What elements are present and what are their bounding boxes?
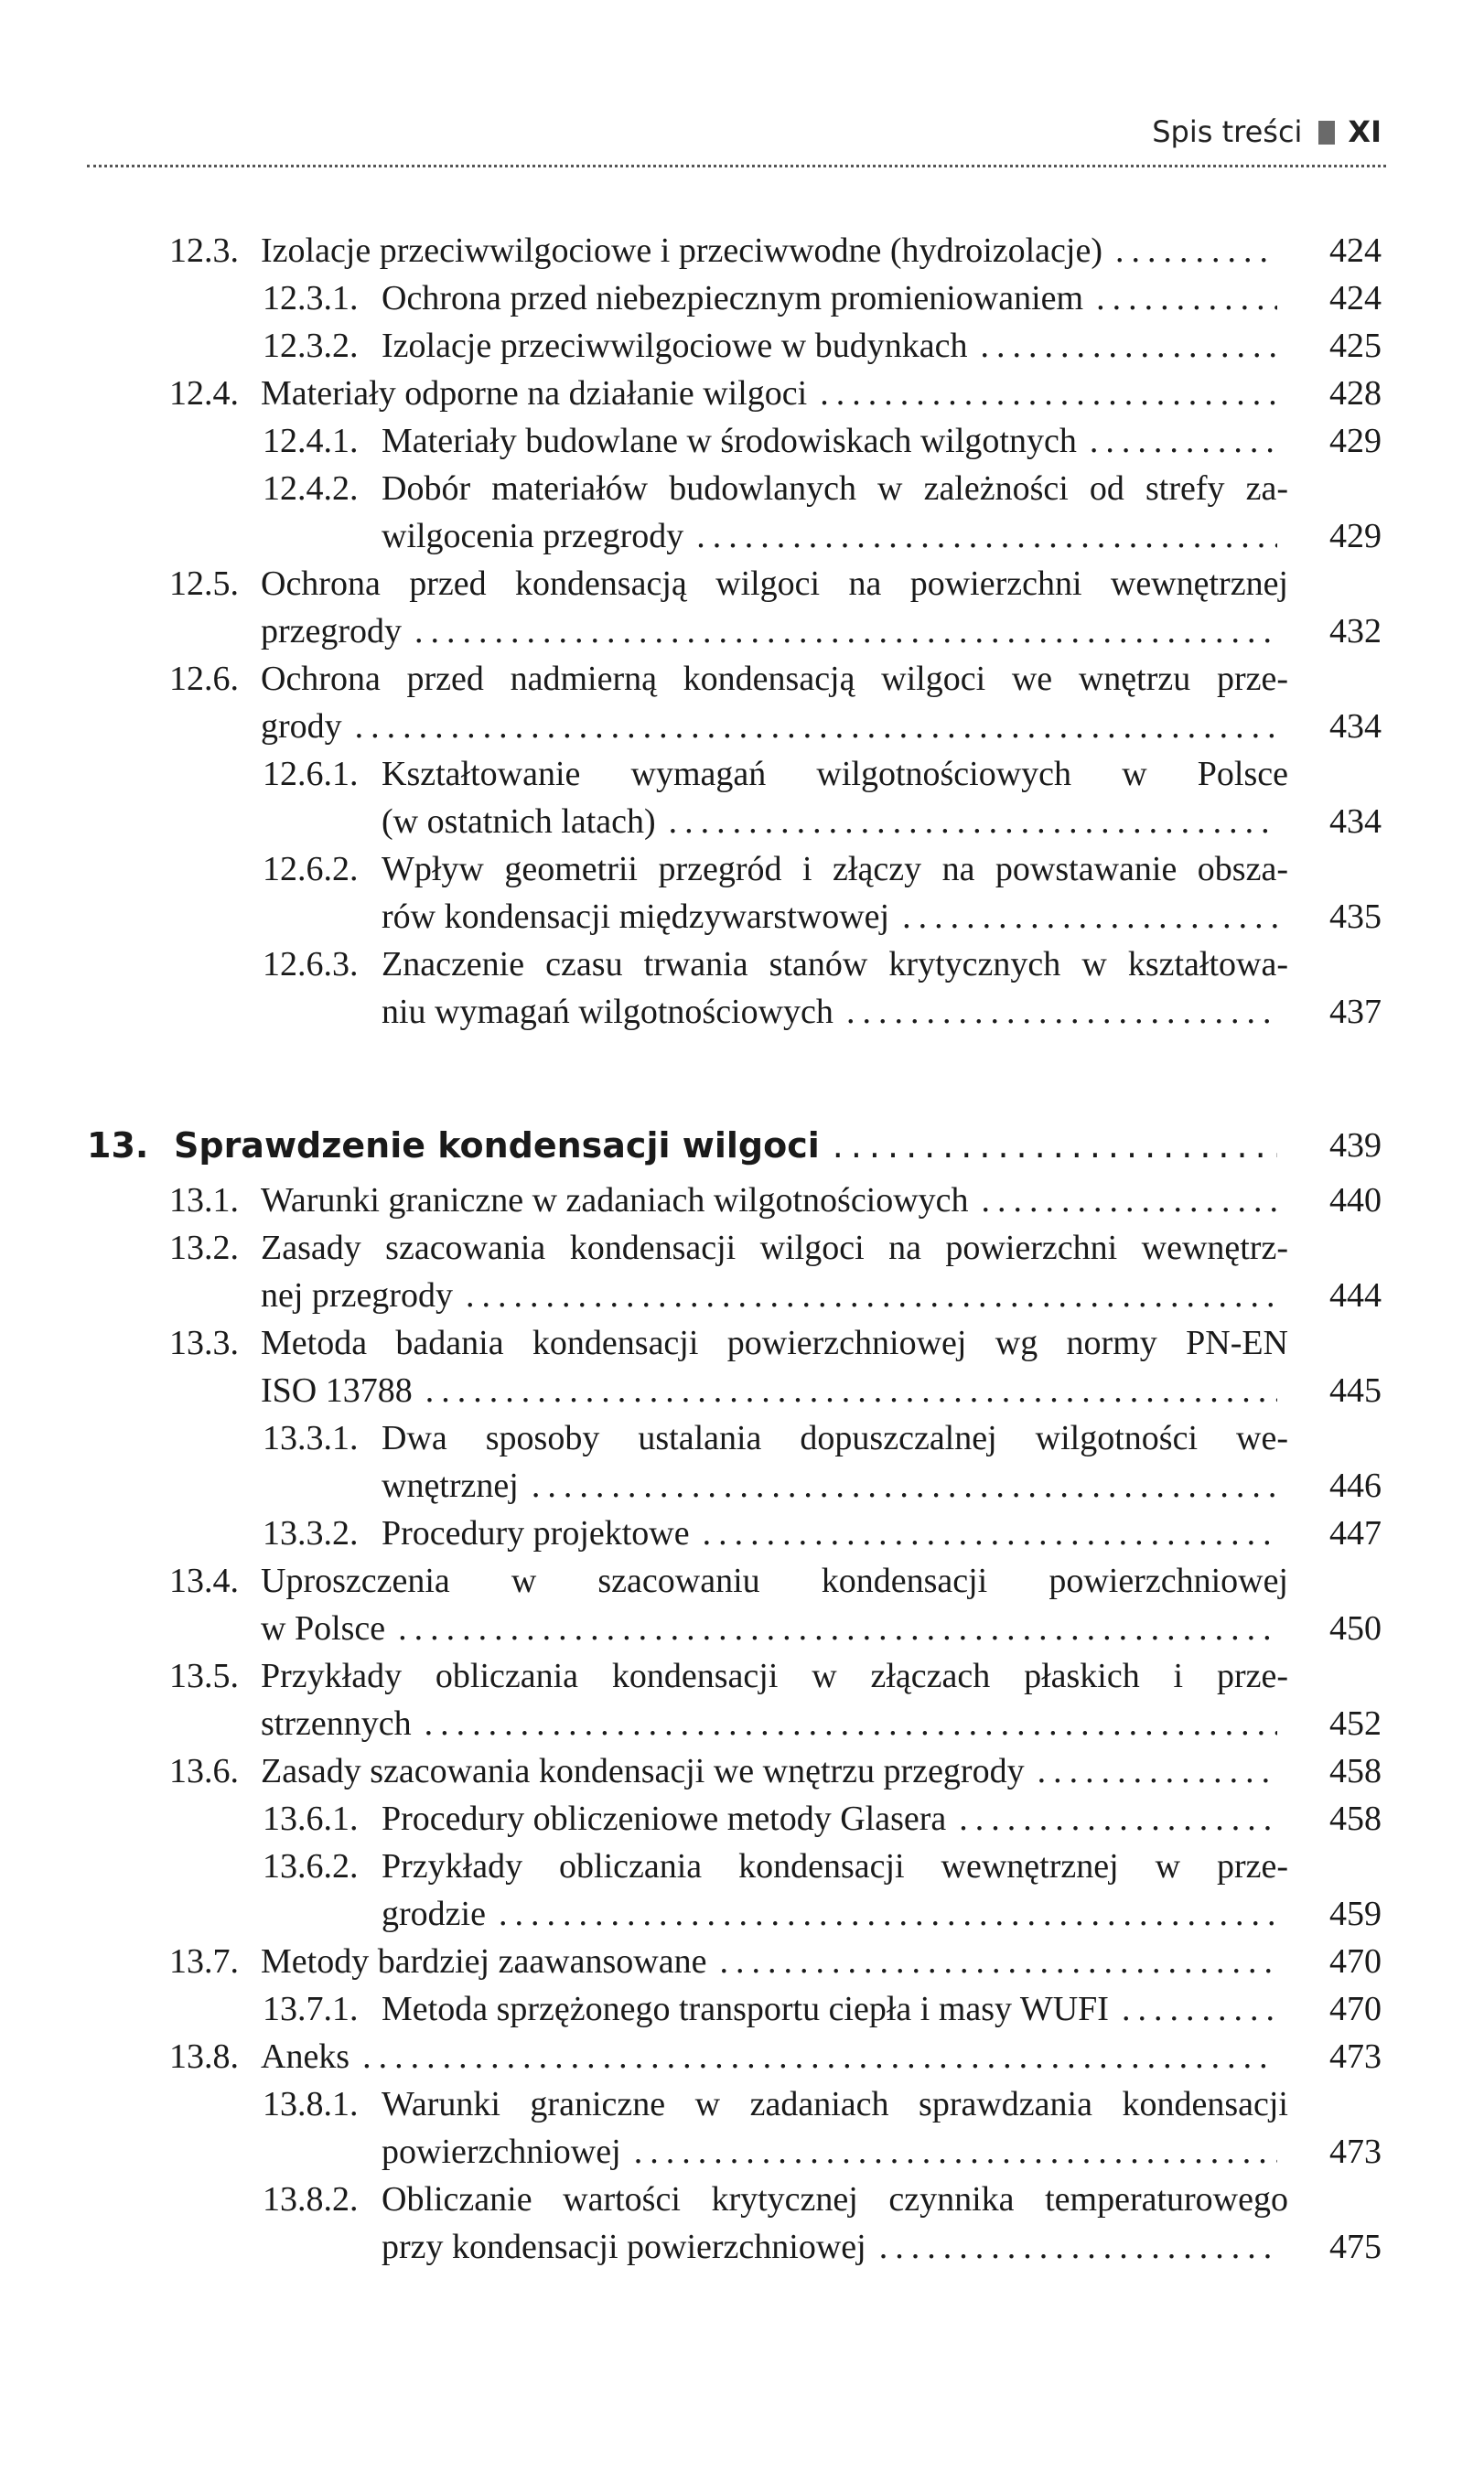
dot-leader bbox=[696, 512, 1277, 560]
toc-entry-page-number: 429 bbox=[1329, 517, 1382, 555]
toc-entry[interactable] bbox=[0, 2033, 1484, 2080]
toc-entry-page-number: 473 bbox=[1329, 2037, 1382, 2076]
toc-entry-number: 12.6.2. bbox=[263, 850, 359, 888]
toc-entry-title-text: (w ostatnich latach) bbox=[382, 802, 656, 841]
toc-entry-page-number: 475 bbox=[1329, 2228, 1382, 2266]
dot-leader bbox=[879, 2223, 1277, 2271]
toc-entry[interactable] bbox=[0, 655, 1484, 750]
toc-entry-title-text: wnętrznej bbox=[382, 1467, 519, 1505]
toc-entry-page-number: 452 bbox=[1329, 1704, 1382, 1743]
dot-leader bbox=[669, 798, 1277, 845]
toc-entry-number: 12.6.3. bbox=[263, 945, 359, 983]
toc-entry-title-line bbox=[382, 2128, 1288, 2176]
dot-leader bbox=[425, 1367, 1277, 1414]
dot-leader bbox=[703, 1510, 1277, 1557]
header-page-number: XI bbox=[1348, 114, 1382, 149]
toc-entry-title-line bbox=[174, 1122, 1288, 1169]
toc-entry-title-text: Procedury projektowe bbox=[382, 1514, 690, 1553]
toc-entry-number: 13.5. bbox=[169, 1657, 239, 1695]
dot-leader bbox=[414, 607, 1277, 655]
toc-entry[interactable] bbox=[0, 370, 1484, 417]
toc-entry-number: 13.3. bbox=[169, 1324, 239, 1362]
toc-entry-number: 12.4. bbox=[169, 374, 239, 413]
dot-leader bbox=[959, 1795, 1277, 1843]
toc-entry-title-line: Uproszczenia w szacowaniu kondensacji powierzchniowej bbox=[261, 1562, 1288, 1600]
toc-entry-page-number: 440 bbox=[1329, 1181, 1382, 1220]
dot-leader bbox=[1115, 227, 1277, 274]
toc-entry-title-line bbox=[382, 274, 1288, 322]
toc-entry-title-line bbox=[261, 1605, 1288, 1652]
dot-leader bbox=[719, 1938, 1277, 1985]
dot-leader bbox=[466, 1272, 1277, 1319]
toc-entry-page-number: 424 bbox=[1329, 279, 1382, 317]
toc-entry-page-number: 428 bbox=[1329, 374, 1382, 413]
toc-entry-title-text: ISO 13788 bbox=[261, 1371, 413, 1410]
toc-entry-number: 13.2. bbox=[169, 1229, 239, 1267]
toc-entry[interactable] bbox=[0, 1414, 1484, 1510]
dot-leader bbox=[634, 2128, 1277, 2176]
toc-entry-title-text: Materiały odporne na działanie wilgoci bbox=[261, 374, 808, 413]
toc-entry-title-text: strzennych bbox=[261, 1704, 412, 1743]
toc-entry-title-line: Przykłady obliczania kondensacji w złączach płaskich i prze- bbox=[261, 1657, 1288, 1695]
toc-entry-title-line: Ochrona przed nadmierną kondensacją wilgoci we wnętrzu prze- bbox=[261, 660, 1288, 698]
toc-entry-page-number: 424 bbox=[1329, 231, 1382, 270]
toc-entry-page-number: 425 bbox=[1329, 327, 1382, 365]
toc-entry-title-line bbox=[382, 417, 1288, 465]
toc-entry-title-line bbox=[382, 798, 1288, 845]
dot-leader bbox=[902, 893, 1277, 940]
dot-leader bbox=[499, 1890, 1277, 1938]
toc-entry-title-text: niu wymagań wilgotnościowych bbox=[382, 993, 833, 1031]
toc-entry-title-line: Warunki graniczne w zadaniach sprawdzania kondensacji bbox=[382, 2085, 1288, 2123]
toc-entry-page-number: 439 bbox=[1329, 1126, 1382, 1165]
toc-entry-title-line: Metoda badania kondensacji powierzchniowej wg normy PN-EN bbox=[261, 1324, 1288, 1362]
toc-entry-title-text: powierzchniowej bbox=[382, 2133, 621, 2171]
toc-entry[interactable] bbox=[0, 1319, 1484, 1414]
dot-leader bbox=[1038, 1747, 1277, 1795]
toc-entry[interactable] bbox=[0, 1985, 1484, 2033]
toc-entry-title-line bbox=[261, 1367, 1288, 1414]
toc-entry[interactable] bbox=[0, 845, 1484, 940]
toc-entry-page-number: 458 bbox=[1329, 1800, 1382, 1838]
dot-leader bbox=[355, 703, 1277, 750]
toc-entry-number: 12.6.1. bbox=[263, 755, 359, 793]
toc-entry-title-text: w Polsce bbox=[261, 1609, 386, 1648]
toc-entry[interactable] bbox=[0, 1938, 1484, 1985]
toc-entry-title-text: grodzie bbox=[382, 1895, 486, 1933]
toc-entry-title-line bbox=[382, 2223, 1288, 2271]
toc-entry-title-line bbox=[382, 1462, 1288, 1510]
toc-entry-page-number: 450 bbox=[1329, 1609, 1382, 1648]
toc-entry-number: 12.3.2. bbox=[263, 327, 359, 365]
toc-entry-page-number: 434 bbox=[1329, 707, 1382, 746]
toc-entry-title-line bbox=[261, 1700, 1288, 1747]
toc-entry-number: 12.3. bbox=[169, 231, 239, 270]
toc-entry-title-text: Warunki graniczne w zadaniach wilgotnościowych bbox=[261, 1181, 969, 1220]
toc-entry[interactable] bbox=[0, 560, 1484, 655]
toc-entry-title-line: Dwa sposoby ustalania dopuszczalnej wilgotności we- bbox=[382, 1419, 1288, 1457]
toc-entry[interactable] bbox=[0, 274, 1484, 322]
toc-entry[interactable] bbox=[0, 322, 1484, 370]
dot-leader bbox=[425, 1700, 1277, 1747]
toc-entry-title-text: Procedury obliczeniowe metody Glasera bbox=[382, 1800, 947, 1838]
toc-entry-title-line bbox=[382, 512, 1288, 560]
toc-entry-title-line bbox=[382, 1890, 1288, 1938]
toc-entry[interactable] bbox=[0, 1652, 1484, 1747]
toc-entry-number: 13.4. bbox=[169, 1562, 239, 1600]
toc-entry-number: 13.6.1. bbox=[263, 1800, 359, 1838]
dot-leader bbox=[1096, 274, 1277, 322]
toc-entry-page-number: 459 bbox=[1329, 1895, 1382, 1933]
dot-leader bbox=[398, 1605, 1277, 1652]
toc-entry-number: 12.4.1. bbox=[263, 422, 359, 460]
toc-entry-title-text: Izolacje przeciwwilgociowe w budynkach bbox=[382, 327, 968, 365]
toc-entry-page-number: 444 bbox=[1329, 1276, 1382, 1315]
dot-leader bbox=[820, 370, 1277, 417]
toc-entry-page-number: 437 bbox=[1329, 993, 1382, 1031]
toc-entry-page-number: 432 bbox=[1329, 612, 1382, 650]
toc-entry-number: 13.8.2. bbox=[263, 2180, 359, 2219]
toc-entry-title-line bbox=[261, 1747, 1288, 1795]
toc-entry-title-line bbox=[261, 227, 1288, 274]
toc-entry-number: 12.5. bbox=[169, 564, 239, 603]
toc-chapter-entry[interactable] bbox=[0, 1122, 1484, 1169]
toc-entry-number: 13. bbox=[87, 1125, 149, 1166]
dot-leader bbox=[532, 1462, 1277, 1510]
toc-entry-title-line bbox=[261, 1938, 1288, 1985]
toc-entry-title-text: Izolacje przeciwwilgociowe i przeciwwodne (hydroizolacje) bbox=[261, 231, 1102, 270]
toc-entry[interactable] bbox=[0, 1843, 1484, 1938]
toc-entry-title-text: przy kondensacji powierzchniowej bbox=[382, 2228, 866, 2266]
toc-entry-title-line bbox=[261, 607, 1288, 655]
toc-entry-number: 13.8. bbox=[169, 2037, 239, 2076]
toc-entry-title-line bbox=[261, 703, 1288, 750]
toc-entry[interactable] bbox=[0, 227, 1484, 274]
toc-entry-number: 12.4.2. bbox=[263, 469, 359, 508]
dot-leader bbox=[980, 322, 1277, 370]
toc-entry-title-text: Materiały budowlane w środowiskach wilgotnych bbox=[382, 422, 1077, 460]
dot-leader bbox=[1090, 417, 1277, 465]
toc-entry-title-text: rów kondensacji międzywarstwowej bbox=[382, 897, 890, 936]
toc-entry-page-number: 473 bbox=[1329, 2133, 1382, 2171]
toc-entry-title-text: Metoda sprzężonego transportu ciepła i masy WUFI bbox=[382, 1990, 1109, 2028]
toc-entry-title-text: nej przegrody bbox=[261, 1276, 453, 1315]
toc-entry-title-text: grody bbox=[261, 707, 342, 746]
toc-entry[interactable] bbox=[0, 2176, 1484, 2271]
dot-leader bbox=[982, 1177, 1277, 1224]
toc-entry-page-number: 446 bbox=[1329, 1467, 1382, 1505]
toc-entry-title-line: Dobór materiałów budowlanych w zależności od strefy za- bbox=[382, 469, 1288, 508]
dot-leader bbox=[846, 988, 1277, 1036]
toc-entry-title-text: Sprawdzenie kondensacji wilgoci bbox=[174, 1125, 820, 1166]
toc-entry-title-line: Obliczanie wartości krytycznej czynnika temperaturowego bbox=[382, 2180, 1288, 2219]
toc-entry[interactable] bbox=[0, 1747, 1484, 1795]
toc-entry-title-line: Wpływ geometrii przegród i złączy na powstawanie obsza- bbox=[382, 850, 1288, 888]
toc-entry-number: 13.6. bbox=[169, 1752, 239, 1790]
toc-entry[interactable] bbox=[0, 750, 1484, 845]
toc-entry-title-line: Przykłady obliczania kondensacji wewnętrznej w prze- bbox=[382, 1847, 1288, 1886]
toc-entry-title-line bbox=[382, 322, 1288, 370]
header-title: Spis treści bbox=[1152, 114, 1303, 149]
toc-entry-title-line: Ochrona przed kondensacją wilgoci na powierzchni wewnętrznej bbox=[261, 564, 1288, 603]
toc-entry-number: 13.6.2. bbox=[263, 1847, 359, 1886]
toc-entry-page-number: 435 bbox=[1329, 897, 1382, 936]
toc-entry-page-number: 470 bbox=[1329, 1942, 1382, 1981]
toc-entry-title-line bbox=[382, 1795, 1288, 1843]
toc-entry-title-text: przegrody bbox=[261, 612, 403, 650]
toc-entry-number: 13.3.2. bbox=[263, 1514, 359, 1553]
toc-entry-title-line bbox=[261, 1272, 1288, 1319]
toc-entry[interactable] bbox=[0, 1795, 1484, 1843]
toc-entry-page-number: 429 bbox=[1329, 422, 1382, 460]
toc-entry-title-line: Zasady szacowania kondensacji wilgoci na powierzchni wewnętrz- bbox=[261, 1229, 1288, 1267]
toc-entry-page-number: 458 bbox=[1329, 1752, 1382, 1790]
toc-entry[interactable] bbox=[0, 1177, 1484, 1224]
toc-entry-number: 13.8.1. bbox=[263, 2085, 359, 2123]
toc-entry[interactable] bbox=[0, 1557, 1484, 1652]
toc-entry-title-line: Znaczenie czasu trwania stanów krytycznych w kształtowa- bbox=[382, 945, 1288, 983]
dot-leader bbox=[362, 2033, 1277, 2080]
toc-entry-title-line: Kształtowanie wymagań wilgotnościowych w Polsce bbox=[382, 755, 1288, 793]
toc-entry-title-text: Ochrona przed niebezpiecznym promieniowaniem bbox=[382, 279, 1084, 317]
toc-entry-number: 12.6. bbox=[169, 660, 239, 698]
toc-entry-title-text: wilgocenia przegrody bbox=[382, 517, 684, 555]
toc-entry-title-text: Zasady szacowania kondensacji we wnętrzu przegrody bbox=[261, 1752, 1025, 1790]
toc-entry[interactable] bbox=[0, 417, 1484, 465]
toc-entry-number: 13.7.1. bbox=[263, 1990, 359, 2028]
toc-entry-title-line bbox=[382, 893, 1288, 940]
toc-entry[interactable] bbox=[0, 465, 1484, 560]
toc-entry-page-number: 470 bbox=[1329, 1990, 1382, 2028]
toc-entry-title-text: Metody bardziej zaawansowane bbox=[261, 1942, 707, 1981]
toc-entry-number: 13.7. bbox=[169, 1942, 239, 1981]
toc-entry-title-line bbox=[261, 2033, 1288, 2080]
toc-entry-title-line bbox=[261, 1177, 1288, 1224]
toc-entry-title-text: Aneks bbox=[261, 2037, 350, 2076]
toc-entry-number: 13.1. bbox=[169, 1181, 239, 1220]
toc-entry[interactable] bbox=[0, 1510, 1484, 1557]
toc-entry-page-number: 445 bbox=[1329, 1371, 1382, 1410]
toc-entry[interactable] bbox=[0, 2080, 1484, 2176]
toc-entry-title-line bbox=[261, 370, 1288, 417]
dot-leader bbox=[1122, 1985, 1277, 2033]
toc-entry-page-number: 434 bbox=[1329, 802, 1382, 841]
dot-leader bbox=[833, 1122, 1277, 1169]
toc-entry-title-line bbox=[382, 1510, 1288, 1557]
toc-entry-page-number: 447 bbox=[1329, 1514, 1382, 1553]
toc-entry-title-line bbox=[382, 1985, 1288, 2033]
toc-entry-title-line bbox=[382, 988, 1288, 1036]
toc-entry-number: 13.3.1. bbox=[263, 1419, 359, 1457]
toc-entry-number: 12.3.1. bbox=[263, 279, 359, 317]
toc-entry[interactable] bbox=[0, 940, 1484, 1036]
toc-entry[interactable] bbox=[0, 1224, 1484, 1319]
